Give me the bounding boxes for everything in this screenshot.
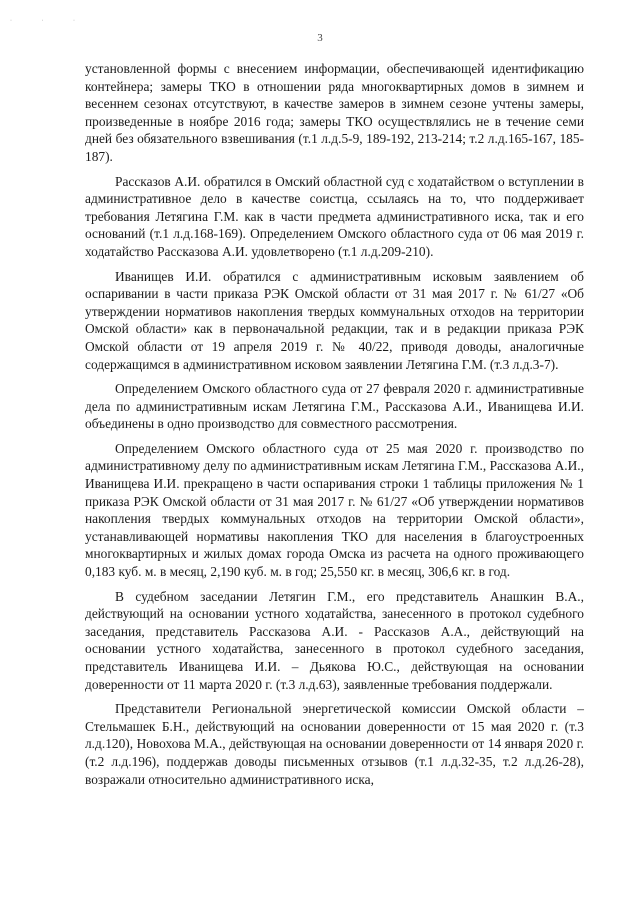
paragraph: Представители Региональной энергетической комиссии Омской области – Стельмашек Б.Н., действующий на основании доверенности от 15 мая 2020 г. (т.3 л.д.120), Новохова М.А., действующая на основании доверенности от 14 января 2020 г. (т.2 л.д.196), поддержав доводы письменных отзывов (т.1 л.д.32-35, т.2 л.д.26-28), возражали относительно административного иска, [85, 701, 584, 787]
page-number: 3 [317, 32, 323, 44]
paragraph: Определением Омского областного суда от 25 мая 2020 г. производство по административному делу по административным искам Летягина Г.М., Рассказова А.И., Иванищева И.И. прекращено в части оспаривания строки 1 таблицы приложения № 1 приказа РЭК Омской области от 31 мая 2017 г. № 61/27 «Об утверждении нормативов накопления твердых коммунальных отходов на территории Омской области», устанавливающей нормативы накопления ТКО для населения в благоустроенных многоквартирных и жилых домах города Омска из расчета на одного проживающего 0,183 куб. м. в месяц, 2,190 куб. м. в год; 25,550 кг. в месяц, 306,6 кг. в год. [85, 440, 584, 580]
paragraph: В судебном заседании Летягин Г.М., его представитель Анашкин В.А., действующий на основании устного ходатайства, занесенного в протокол судебного заседания, представитель Рассказова А.И. - Рассказов А.А., действующий на основании устного ходатайства, занесенного в протокол судебного заседания, представитель Иванищева И.И. – Дьякова Ю.С., действующая на основании доверенности от 11 марта 2020 г. (т.3 л.д.63), заявленные требования поддержали. [85, 588, 584, 692]
paragraph: Иванищев И.И. обратился с административным исковым заявлением об оспаривании в части приказа РЭК Омской области от 31 мая 2017 г. № 61/27 «Об утверждении нормативов накопления твердых коммунальных отходов на территории Омской области» как в первоначальной редакции, так и в редакции приказа РЭК Омской области от 19 апреля 2019 г. № 40/22, приводя доводы, аналогичные содержащимся в административном исковом заявлении Летягина Г.М. (т.3 л.д.3-7). [85, 268, 584, 372]
paragraph: Рассказов А.И. обратился в Омский областной суд с ходатайством о вступлении в административное дело в качестве соистца, ссылаясь на то, что поддерживает требования Летягина Г.М. как в части предмета административного иска, так и его оснований (т.1 л.д.168-169). Определением Омского областного суда от 06 мая 2019 г. ходатайство Рассказова А.И. удовлетворено (т.1 л.д.209-210). [85, 173, 584, 259]
document-body [85, 60, 584, 795]
paragraph-continued: установленной формы с внесением информации, обеспечивающей идентификацию контейнера; замеры ТКО в отношении ряда многоквартирных домов в зимнем и весеннем сезонах отсутствуют, в качестве замеров в зимнем сезоне учтены замеры, произведенные в ноябре 2016 года; замеры ТКО осуществлялись не в течение семи дней без обязательного взвешивания (т.1 л.д.5-9, 189-192, 213-214; т.2 л.д.165-167, 185-187). [85, 61, 584, 164]
scan-marks: · · · [10, 18, 89, 24]
paragraph: Определением Омского областного суда от 27 февраля 2020 г. административные дела по административным искам Летягина Г.М., Рассказова А.И., Иванищева И.И. объединены в одно производство для совместного рассмотрения. [85, 381, 584, 432]
